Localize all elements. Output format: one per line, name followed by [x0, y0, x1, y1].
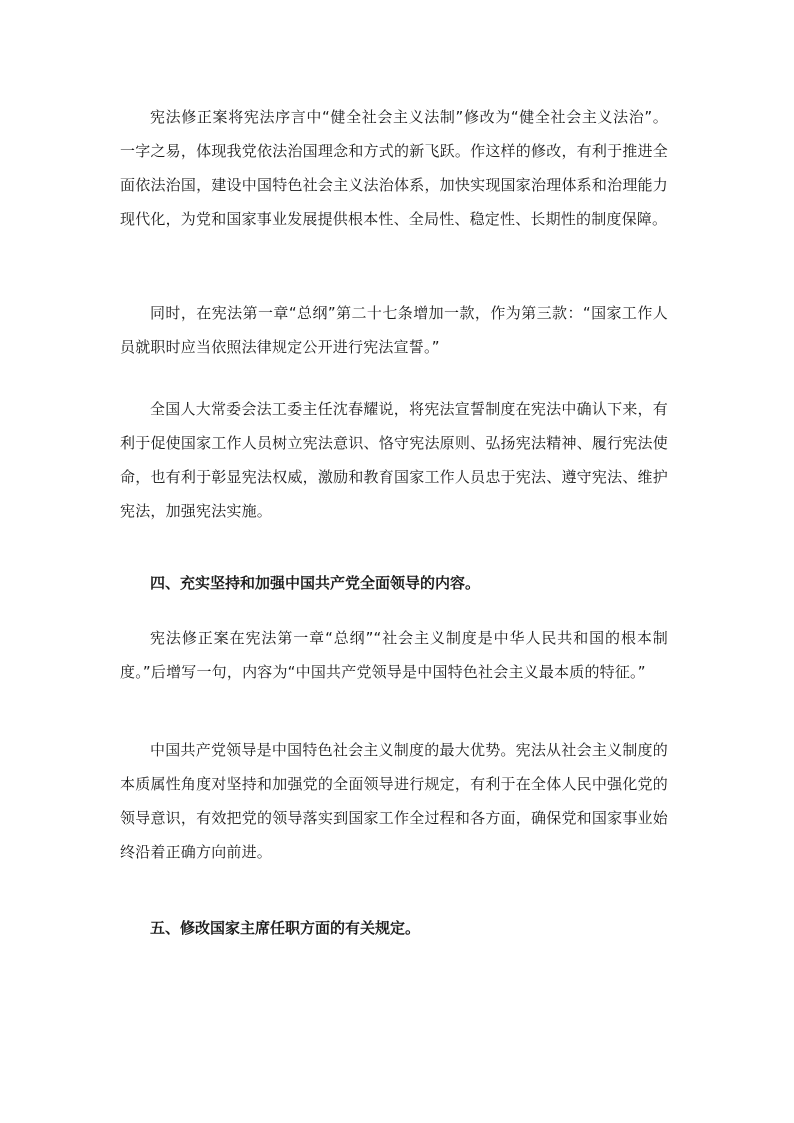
paragraph-constitutional-oath: 同时，在宪法第一章“总纲”第二十七条增加一款，作为第三款：“国家工作人员就职时应当依照法律规定公开进行宪法宣誓。” — [120, 304, 668, 356]
paragraph-constitution-amendment-rule-of-law: 宪法修正案将宪法序言中“健全社会主义法制”修改为“健全社会主义法治”。一字之易，体现我党依法治国理念和方式的新飞跃。作这样的修改，有利于推进全面依法治国，建设中国特色社会主义法治体系，加快实现国家治理体系和治理能力现代化，为党和国家事业发展提供根本性、全局性、稳定性、长期性的制度保障。 — [120, 108, 668, 228]
section-heading-four: 四、充实坚持和加强中国共产党全面领导的内容。 — [150, 574, 481, 592]
paragraph-party-leadership-clause: 宪法修正案在宪法第一章“总纲”“社会主义制度是中华人民共和国的根本制度。”后增写一句，内容为“中国共产党领导是中国特色社会主义最本质的特征。” — [120, 629, 668, 681]
paragraph-party-leadership-advantage: 中国共产党领导是中国特色社会主义制度的最大优势。宪法从社会主义制度的本质属性角度对坚持和加强党的全面领导进行规定，有利于在全体人民中强化党的领导意识，有效把党的领导落实到国家工作全过程和各方面，确保党和国家事业始终沿着正确方向前进。 — [120, 741, 668, 861]
paragraph-shen-chunyao-statement: 全国人大常委会法工委主任沈春耀说，将宪法宣誓制度在宪法中确认下来，有利于促使国家工作人员树立宪法意识、恪守宪法原则、弘扬宪法精神、履行宪法使命，也有利于彰显宪法权威，激励和教育国家工作人员忠于宪法、遵守宪法、维护宪法，加强宪法实施。 — [120, 400, 668, 520]
section-heading-five: 五、修改国家主席任职方面的有关规定。 — [150, 919, 421, 937]
